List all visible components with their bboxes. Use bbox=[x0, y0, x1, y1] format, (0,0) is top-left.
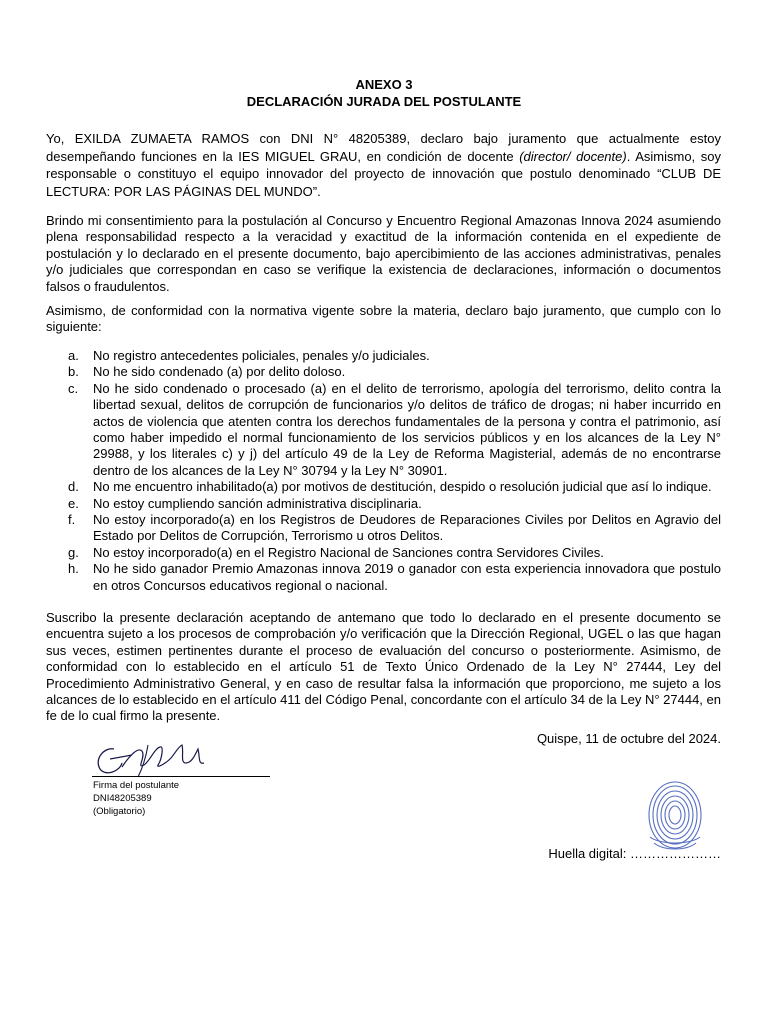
list-item bbox=[46, 512, 721, 545]
place-date: Quispe, 11 de octubre del 2024. bbox=[536, 731, 721, 746]
item-letter: c. bbox=[68, 380, 79, 396]
list-item bbox=[46, 348, 721, 364]
intro-paragraph bbox=[46, 130, 721, 200]
item-text: No registro antecedentes policiales, penales y/o judiciales. bbox=[93, 348, 430, 363]
signature-dni: DNI48205389 bbox=[93, 793, 152, 804]
item-text: No estoy incorporado(a) en los Registros de Deudores de Reparaciones Civiles por Delitos en Agravio del Estado por Delitos de Corrupción, Terrorismo u otros Delitos. bbox=[93, 512, 721, 544]
item-letter: b. bbox=[68, 364, 79, 380]
item-letter: f. bbox=[68, 512, 76, 528]
item-text: No he sido condenado (a) por delito doloso. bbox=[93, 364, 346, 380]
signature-note: (Obligatorio) bbox=[93, 806, 146, 817]
requirements-list bbox=[46, 348, 721, 594]
list-item bbox=[46, 364, 721, 380]
list-item bbox=[46, 479, 721, 495]
intro-role-italic: (director/ docente) bbox=[519, 148, 627, 164]
compliance-intro: Asimismo, de conformidad con la normativa vigente sobre la materia, declaro bajo juramento, que cumplo con lo siguiente: bbox=[46, 303, 721, 335]
signature-line bbox=[92, 776, 270, 777]
item-text: No he sido condenado o procesado (a) en el delito de terrorismo, apología del terrorismo, delito contra la libertad sexual, delitos de corrupción de funcionarios y/o delitos de tráfico de drogas; ni haber incurrido en actos de violencia que atenten contra los derechos fundamentales de la persona y contra el patrimonio, así como haber impedido el normal funcionamiento de los servicios públicos y en los alcances de la Ley N° 29988, y los literales c) y j) del artículo 49 de la Ley de Reforma Magisterial, además de no encontrarse dentro de los alcances de la Ley N° 30794 y la Ley N° 30901. bbox=[93, 380, 721, 478]
document-title: DECLARACIÓN JURADA DEL POSTULANTE bbox=[246, 94, 522, 109]
item-letter: e. bbox=[68, 495, 79, 511]
intro-text-start: Yo, EXILDA ZUMAETA RAMOS con DNI N° 48205389, declaro bajo juramento que actualmente estoy desempeñando funciones en la IES MIGUEL GRAU, en condición de docente bbox=[46, 131, 721, 164]
item-text: No me encuentro inhabilitado(a) por motivos de destitución, despido o resolución judicial que así lo indique. bbox=[93, 479, 712, 495]
signature-label: Firma del postulante bbox=[93, 780, 180, 791]
list-item bbox=[46, 496, 721, 512]
item-text: No estoy cumpliendo sanción administrativa disciplinaria. bbox=[93, 495, 422, 511]
item-letter: h. bbox=[68, 561, 79, 577]
item-letter: a. bbox=[68, 348, 79, 363]
item-letter: d. bbox=[68, 479, 79, 495]
list-item bbox=[46, 545, 721, 561]
item-text: No estoy incorporado(a) en el Registro Nacional de Sanciones contra Servidores Civiles. bbox=[93, 544, 604, 560]
annex-number: ANEXO 3 bbox=[355, 77, 413, 92]
item-letter: g. bbox=[68, 544, 79, 560]
fingerprint-icon bbox=[630, 765, 720, 857]
handwritten-signature bbox=[86, 733, 226, 779]
consent-paragraph: Brindo mi consentimiento para la postulación al Concurso y Encuentro Regional Amazonas Innova 2024 asumiendo plena responsabilidad respecto a la veracidad y exactitud de la información contenida en el expediente de postulación y lo declarado en el presente documento, bajo apercibimiento de las acciones administrativas, penales y/o judiciales que correspondan en caso se verifique la existencia de declaraciones, información o documentos falsos o fraudulentos. bbox=[46, 213, 721, 294]
list-item bbox=[46, 381, 721, 479]
intro-text-end: . Asimismo, soy responsable o constituyo el equipo innovador del proyecto de innovación que postulo denominado “CLUB DE LECTURA: POR LAS PÁGINAS DEL MUNDO”. bbox=[46, 148, 722, 199]
item-text: No he sido ganador Premio Amazonas innova 2019 o ganador con esta experiencia innovadora que postulo en otros Concursos educativos regional o nacional. bbox=[93, 561, 721, 593]
closing-paragraph: Suscribo la presente declaración aceptando de antemano que todo lo declarado en el presente documento se encuentra sujeto a los procesos de comprobación y/o verificación que la Dirección Regional, UGEL o las que hagan sus veces, estimen pertinentes durante el proceso de evaluación del concurso o posteriormente. Asimismo, de conformidad con lo establecido en el artículo 51 de Texto Único Ordenado de la Ley N° 27444, Ley del Procedimiento Administrativo General, y en caso de resultar falsa la información que proporciono, me sujeto a los alcances de lo establecido en el artículo 411 del Código Penal, concordante con el artículo 34 de la Ley N° 27444, en fe de lo cual firmo la presente. bbox=[46, 610, 721, 724]
list-item bbox=[46, 561, 721, 594]
fingerprint-label: Huella digital: ………………… bbox=[548, 846, 721, 861]
